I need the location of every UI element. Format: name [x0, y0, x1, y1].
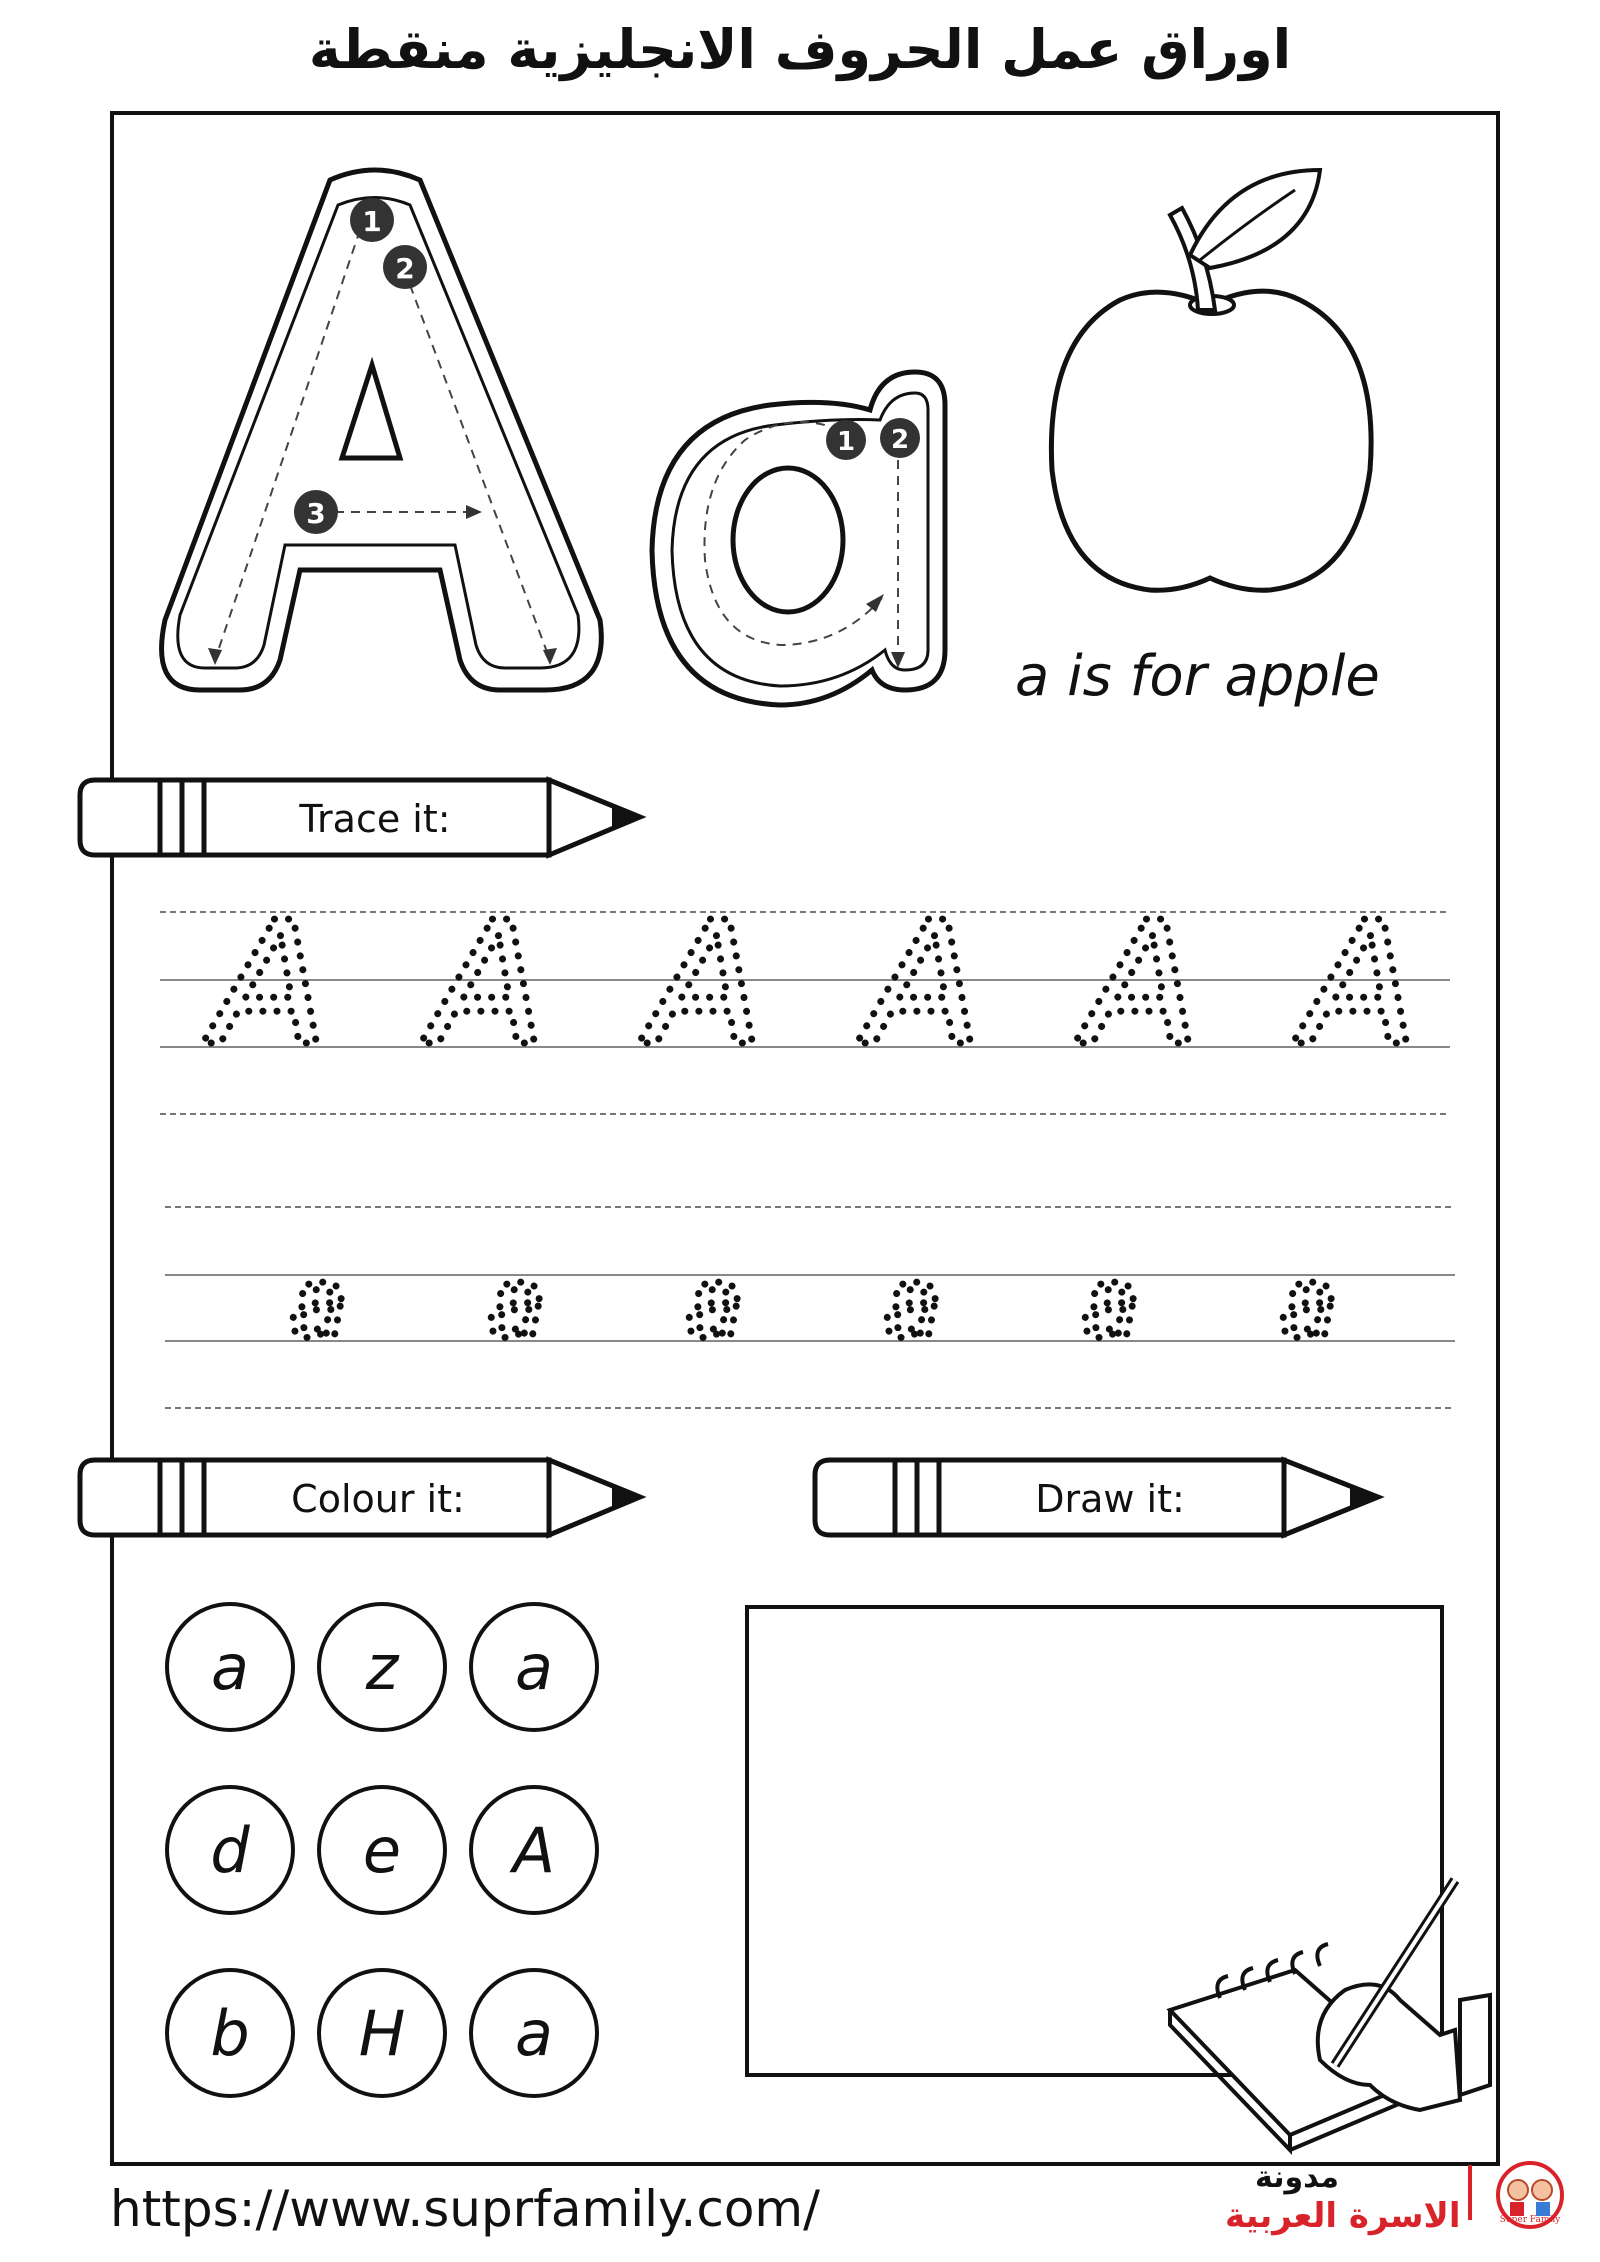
- stroke-number: 2: [890, 425, 910, 455]
- footer-url[interactable]: https://www.suprfamily.com/: [110, 2180, 820, 2238]
- svg-text:b: b: [210, 1997, 250, 2070]
- svg-text:d: d: [210, 1814, 250, 1887]
- trace-letter: a: [684, 1247, 744, 1359]
- trace-letter: a: [288, 1247, 348, 1359]
- colour-circle[interactable]: [167, 1604, 293, 1730]
- page-title: اوراق عمل الحروف الانجليزية منقطة: [308, 18, 1292, 81]
- letter-caption: a is for apple: [1015, 644, 1380, 709]
- stroke-number: 3: [306, 497, 326, 530]
- trace-letter: A: [647, 886, 765, 1084]
- trace-row-upper: [202, 886, 1418, 1084]
- colour-circle[interactable]: [471, 1787, 597, 1913]
- trace-guides-upper: [160, 912, 1450, 1114]
- uppercase-stroke-1: [350, 198, 394, 242]
- colour-it-label: Colour it:: [291, 1477, 465, 1521]
- lowercase-stroke-2: [880, 418, 920, 458]
- trace-letter: A: [1301, 886, 1419, 1084]
- colour-circle[interactable]: [319, 1970, 445, 2096]
- colour-it-pencil: [80, 1460, 640, 1535]
- trace-letter: a: [1080, 1247, 1140, 1359]
- stroke-number: 1: [362, 205, 382, 238]
- colour-circle[interactable]: [167, 1970, 293, 2096]
- lowercase-stroke-1: [826, 420, 866, 460]
- svg-text:A: A: [512, 1814, 556, 1887]
- stroke-number: 1: [836, 427, 856, 457]
- colour-circle[interactable]: [319, 1787, 445, 1913]
- trace-letter: a: [486, 1247, 546, 1359]
- svg-text:H: H: [358, 1997, 406, 2070]
- brand-line-2: الاسرة العربية: [1225, 2196, 1461, 2236]
- colour-circle[interactable]: [471, 1604, 597, 1730]
- brand-line-1: مدونة: [1255, 2160, 1340, 2195]
- colour-circles-grid: [167, 1604, 597, 2096]
- trace-it-label: Trace it:: [299, 797, 451, 841]
- trace-guides-lower: [165, 1207, 1455, 1408]
- svg-text:e: e: [362, 1814, 402, 1887]
- svg-text:a: a: [211, 1631, 249, 1704]
- trace-letter: A: [429, 886, 547, 1084]
- trace-letter: A: [1083, 886, 1201, 1084]
- draw-it-pencil: [815, 1460, 1378, 1535]
- colour-circle[interactable]: [471, 1970, 597, 2096]
- uppercase-stroke-3: [294, 490, 338, 534]
- trace-letter: a: [882, 1247, 942, 1359]
- trace-letter: A: [865, 886, 983, 1084]
- super-family-logo-icon: [1498, 2163, 1562, 2227]
- colour-circle[interactable]: [167, 1787, 293, 1913]
- apple-icon: [1051, 170, 1371, 590]
- trace-letter: a: [1278, 1247, 1338, 1359]
- trace-row-lower: [289, 1247, 1338, 1359]
- logo-text: Super Family: [1499, 2215, 1561, 2225]
- colour-circle[interactable]: [319, 1604, 445, 1730]
- svg-text:z: z: [365, 1631, 399, 1704]
- draw-it-label: Draw it:: [1035, 1477, 1185, 1521]
- svg-text:a: a: [515, 1631, 553, 1704]
- uppercase-stroke-2: [383, 245, 427, 289]
- stroke-number: 2: [395, 252, 415, 285]
- uppercase-letter-outline: [162, 170, 602, 690]
- trace-it-pencil: [80, 780, 640, 855]
- trace-letter: A: [211, 886, 329, 1084]
- svg-text:a: a: [515, 1997, 553, 2070]
